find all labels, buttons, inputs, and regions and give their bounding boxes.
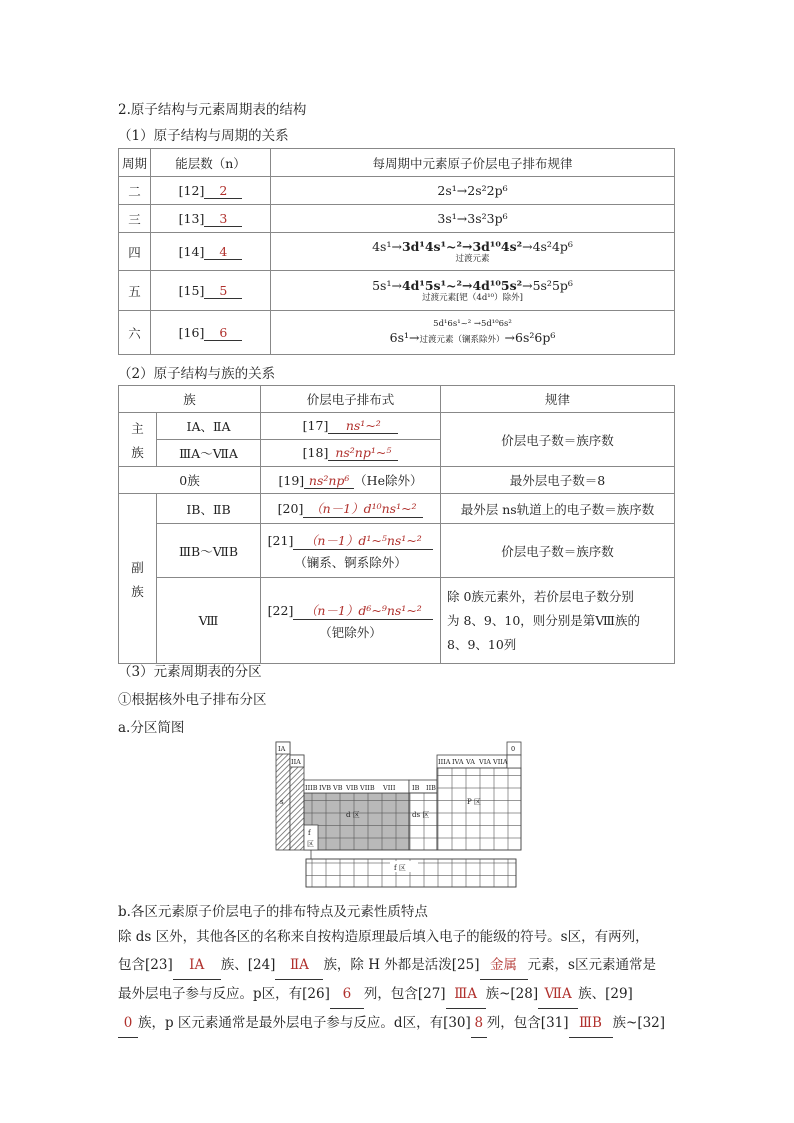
table-row (119, 205, 675, 233)
header-group: 族 (119, 386, 261, 413)
shell-cell: [14] 4 (151, 233, 271, 271)
table-row (119, 578, 675, 664)
header-rule: 规律 (441, 386, 675, 413)
table-row (119, 524, 675, 578)
subsection-3: （3）元素周期表的分区 (118, 664, 262, 680)
label-VIII: VIII (383, 784, 396, 792)
period-cell: 四 (119, 233, 151, 271)
period-cell: 六 (119, 311, 151, 355)
header-config: 价层电子排布式 (261, 386, 441, 413)
subsection-3c: b.各区元素原子价层电子的排布特点及元素性质特点 (118, 904, 428, 920)
label-IIIB: IIIB (305, 784, 318, 792)
label-IIB: IIB (426, 784, 436, 792)
period-cell: 三 (119, 205, 151, 233)
group-cell: Ⅷ (157, 578, 261, 664)
rule-cell: 5d¹6s¹~² →5d¹⁰6s² 6s¹→过渡元素（镧系除外）→6s²6p⁶ (271, 311, 675, 355)
subsection-3b: a.分区简图 (118, 720, 185, 736)
table-row (119, 177, 675, 205)
config-cell: [17] ns¹~² (261, 413, 441, 440)
label-IVB: IVB (319, 784, 332, 792)
section-heading: 2.原子结构与元素周期表的结构 (118, 102, 307, 118)
f-block-label: f 区 (394, 864, 406, 872)
label-IB: IB (412, 784, 420, 792)
transition-note: 过渡元素[钯（4d¹⁰）除外] (422, 293, 523, 303)
table-row (119, 413, 675, 440)
label-VA: VA (466, 758, 475, 766)
rule-cell: 最外层电子数＝8 (441, 467, 675, 494)
main-group-cell: 主 族 (119, 413, 157, 467)
transition-note: 过渡元素 (455, 254, 490, 264)
table-row (119, 311, 675, 355)
config-cell: [21] （n－1）d¹~⁵ns¹~² （镧系、锕系除外） (261, 524, 441, 578)
group-cell: ⅠA、ⅡA (157, 413, 261, 440)
rule-cell: 2s¹→2s²2p⁶ (271, 177, 675, 205)
label-IIA: IIA (291, 758, 301, 766)
config-cell: [18] ns²np¹~⁵ (261, 440, 441, 467)
table-row (119, 494, 675, 524)
f-qu-label: 区 (307, 840, 314, 848)
group-cell: ⅠB、ⅡB (157, 494, 261, 524)
shell-cell: [15] 5 (151, 271, 271, 311)
period-table (118, 148, 675, 355)
shell-cell: [16] 6 (151, 311, 271, 355)
header-rule: 每周期中元素原子价层电子排布规律 (271, 149, 675, 177)
rule-cell: 4s¹→3d¹4s¹~²→3d¹⁰4s²→4s²4p⁶ 过渡元素 (271, 233, 675, 271)
period-cell: 五 (119, 271, 151, 311)
label-VIA: VIA (479, 758, 491, 766)
subsection-2: （2）原子结构与族的关系 (118, 366, 276, 382)
sub-group-cell: 副 族 (119, 494, 157, 664)
table-row (119, 467, 675, 494)
periodic-table-diagram (270, 738, 522, 890)
label-IVA: IVA (452, 758, 464, 766)
table-row (119, 233, 675, 271)
group-cell: ⅢA～ⅦA (157, 440, 261, 467)
table-row (119, 271, 675, 311)
label-VIB: VIB (346, 784, 359, 792)
label-IIIA: IIIA (438, 758, 451, 766)
subsection-3a: ①根据核外电子排布分区 (118, 692, 267, 708)
period-cell: 二 (119, 177, 151, 205)
rule-cell: 最外层 ns轨道上的电子数＝族序数 (441, 494, 675, 524)
label-VB: VB (333, 784, 343, 792)
header-period: 周期 (119, 149, 151, 177)
shell-cell: [13] 3 (151, 205, 271, 233)
group-cell: 0族 (119, 467, 261, 494)
subsection-1: （1）原子结构与周期的关系 (118, 128, 289, 144)
f-label: f (308, 829, 311, 837)
header-shells: 能层数（n） (151, 149, 271, 177)
rule-cell: 价层电子数＝族序数 (441, 524, 675, 578)
group-table (118, 385, 675, 664)
rule-cell: 除 0族元素外，若价层电子数分别 为 8、9、10，则分别是第Ⅷ族的 8、9、10列 (441, 578, 675, 664)
label-VIIA: VIIA (493, 758, 508, 766)
s-block-label: s (280, 798, 284, 806)
shell-cell: [12] 2 (151, 177, 271, 205)
config-cell: [20] （n－1）d¹⁰ns¹~² (261, 494, 441, 524)
rule-cell: 5s¹→4d¹5s¹~²→4d¹⁰5s²→5s²5p⁶ 过渡元素[钯（4d¹⁰）除外] (271, 271, 675, 311)
ds-block-label: ds 区 (412, 811, 430, 819)
label-VIIB: VIIB (360, 784, 375, 792)
label-0: 0 (511, 745, 516, 753)
label-IA: IA (278, 745, 286, 753)
rule-cell: 价层电子数＝族序数 (441, 413, 675, 467)
config-cell: [22] （n－1）d⁶~⁹ns¹~² （钯除外） (261, 578, 441, 664)
d-block-label: d 区 (346, 811, 360, 819)
group-cell: ⅢB～ⅦB (157, 524, 261, 578)
rule-cell: 3s¹→3s²3p⁶ (271, 205, 675, 233)
config-cell: [19] ns²np⁶ （He除外） (261, 467, 441, 494)
p-block-label: P 区 (467, 798, 481, 806)
paragraph: 除 ds 区外，其他各区的名称来自按构造原理最后填入电子的能级的符号。s区，有两列， 包含[23] ⅠA 族、[24] ⅡA 族，除 H 外都是活泼[25] 金属 元素，s区元素通常是 最外层电子参与反应。p区，有[26] 6 列，包含[27] ⅢA 族~[28] ⅦA 族、[29] 0 族，p 区元素通常是最外层电子参与反应。d区，有[30] 8 列，包含[31] ⅢB 族~[32] (118, 923, 678, 1038)
